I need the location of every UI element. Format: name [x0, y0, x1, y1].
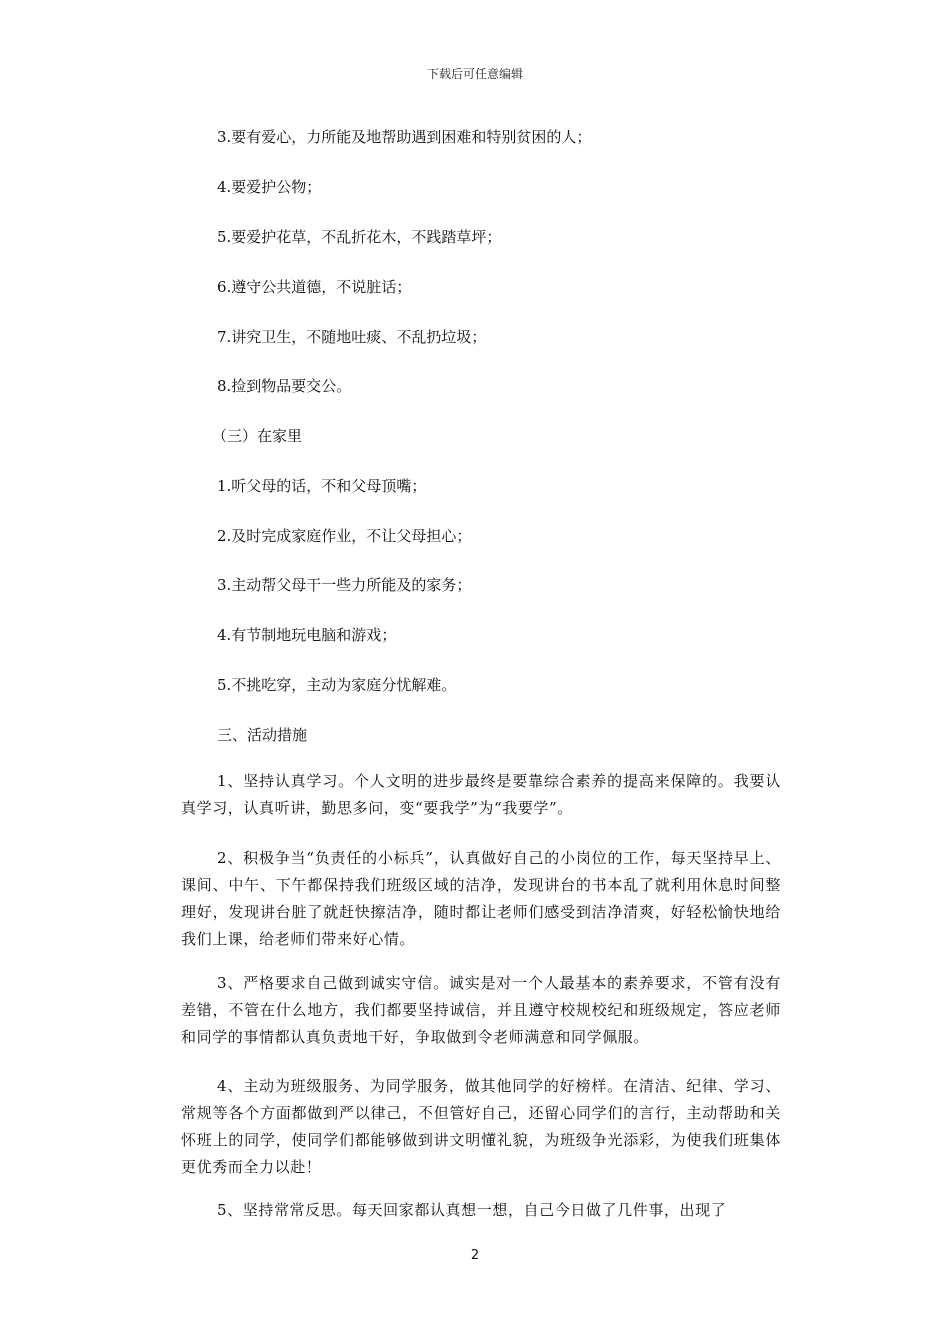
list-item: 4.有节制地玩电脑和游戏； [217, 626, 397, 644]
paragraph: 4、主动为班级服务、为同学服务，做其他同学的好榜样。在清洁、纪律、学习、常规等各个方面都做到严以律己，不但管好自己，还留心同学们的言行，主动帮助和关怀班上的同学，使同学们都能够做到讲文明懂礼貌，为班级争光添彩，为使我们班集体更优秀而全力以赴！ [181, 1077, 781, 1176]
list-item: 5.要爱护花草，不乱折花木，不践踏草坪； [217, 228, 502, 246]
paragraph: 2、积极争当“负责任的小标兵”，认真做好自己的小岗位的工作，每天坚持早上、课间、中午、下午都保持我们班级区域的洁净，发现讲台的书本乱了就利用休息时间整理好，发现讲台脏了就赶快擦洁净，随时都让老师们感受到洁净清爽，好轻松愉快地给我们上课，给老师们带来好心情。 [181, 849, 781, 948]
list-item: 3.要有爱心，力所能及地帮助遇到困难和特别贫困的人； [217, 128, 592, 146]
list-item: 6.遵守公共道德，不说脏话； [217, 278, 412, 296]
section-heading-measures: 三、活动措施 [217, 726, 308, 744]
paragraph: 3、严格要求自己做到诚实守信。诚实是对一个人最基本的素养要求，不管有没有差错，不管在什么地方，我们都要坚持诚信，并且遵守校规校纪和班级规定，答应老师和同学的事情都认真负责地干好，争取做到令老师满意和同学佩服。 [181, 974, 781, 1046]
section-heading-home: （三）在家里 [212, 427, 303, 445]
paragraph: 5、坚持常常反思。每天回家都认真想一想，自己今日做了几件事，出现了 [217, 1201, 727, 1219]
list-item: 3.主动帮父母干一些力所能及的家务； [217, 576, 472, 594]
page-header: 下载后可任意编辑 [426, 67, 523, 81]
list-item: 4.要爱护公物； [217, 178, 322, 196]
list-item: 1.听父母的话，不和父母顶嘴； [217, 477, 427, 495]
list-item: 2.及时完成家庭作业，不让父母担心； [217, 527, 472, 545]
paragraph: 1、坚持认真学习。个人文明的进步最终是要靠综合素养的提高来保障的。我要认真学习，认真听讲，勤思多问，变“要我学”为“我要学”。 [181, 772, 781, 817]
list-item: 8.捡到物品要交公。 [217, 377, 352, 395]
list-item: 5.不挑吃穿，主动为家庭分忧解难。 [217, 676, 457, 694]
list-item: 7.讲究卫生，不随地吐痰、不乱扔垃圾； [217, 328, 487, 346]
page-number: 2 [470, 1248, 480, 1263]
